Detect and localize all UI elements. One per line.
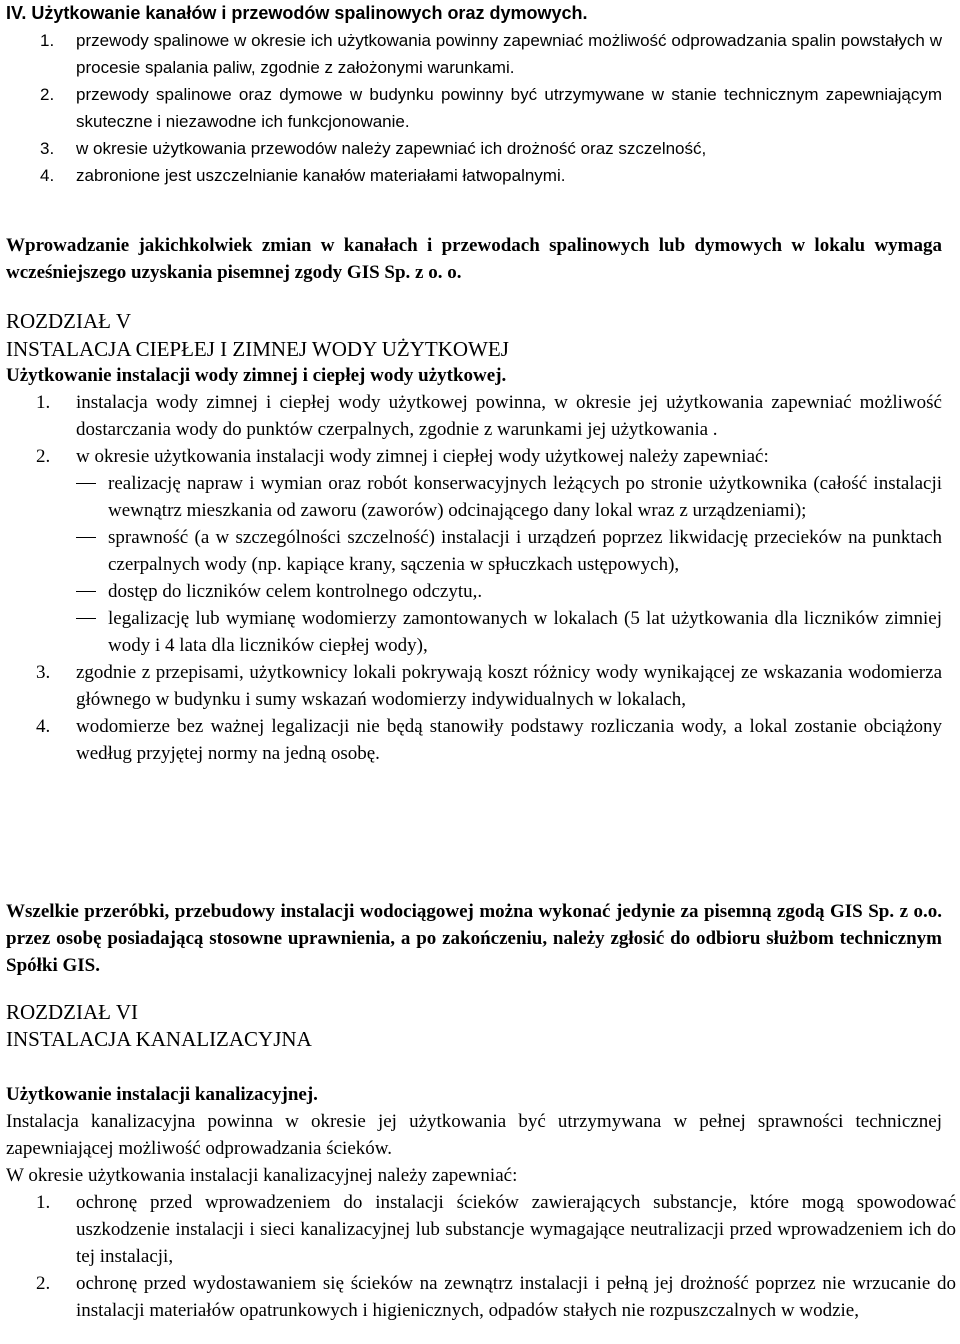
dash-list-text: legalizację lub wymianę wodomierzy zamontowanych w lokalach (5 lat użytkowania dla liczników zimniej wody i 4 lata dla liczników ciepłej wody),: [108, 608, 942, 656]
list-item-text: w okresie użytkowania instalacji wody zimnej i ciepłej wody użytkowej należy zapewniać:: [76, 446, 769, 467]
list-item-text: ochronę przed wydostawaniem się ścieków na zewnątrz instalacji i pełną jej drożność poprzez nie wrzucanie do instalacji materiałów opatrunkowych i higienicznych, odpadów stałych nie rozpuszczalnych w wodzie,: [76, 1273, 956, 1321]
list-item: [36, 1189, 956, 1270]
list-item: [36, 443, 942, 470]
chapter-title: INSTALACJA KANALIZACYJNA: [6, 1027, 312, 1051]
list-item-text: przewody spalinowe oraz dymowe w budynku powinny być utrzymywane w stanie technicznym zapewniającym skuteczne i niezawodne ich funkcjonowanie.: [76, 85, 942, 131]
list-item: [40, 81, 942, 135]
list-item-number: 3.: [40, 139, 55, 158]
list-item-number: 3.: [36, 662, 51, 683]
list-item-number: 4.: [40, 166, 55, 185]
chapter6-list: [36, 1189, 956, 1324]
dash-list-item: [76, 578, 942, 605]
dash-bullet-icon: [76, 618, 96, 619]
list-item-text: zabronione jest uszczelnianie kanałów materiałami łatwopalnymi.: [76, 166, 566, 185]
chapter6-paragraph: W okresie użytkowania instalacji kanalizacyjnej należy zapewniać:: [6, 1165, 518, 1186]
dash-list-item: [76, 470, 942, 524]
list-item: [36, 713, 942, 767]
dash-list-item: [76, 524, 942, 578]
chapter5-note: Wszelkie przeróbki, przebudowy instalacji wodociągowej można wykonać jedynie za pisemną zgodą GIS Sp. z o.o. przez osobę posiadającą stosowne uprawnienia, a po zakończeniu, należy zgłosić do odbioru służbom technicznym Spółki GIS.: [6, 901, 942, 976]
section4-note: Wprowadzanie jakichkolwiek zmian w kanałach i przewodach spalinowych lub dymowych w lokalu wymaga wcześniejszego uzyskania pisemnej zgody GIS Sp. z o. o.: [6, 235, 942, 283]
chapter-label: ROZDZIAŁ VI: [6, 1000, 139, 1024]
list-item-number: 2.: [36, 446, 51, 467]
list-item-text: wodomierze bez ważnej legalizacji nie będą stanowiły podstawy rozliczania wody, a lokal zostanie obciążony według przyjętej normy na jedną osobę.: [76, 716, 942, 764]
chapter6-paragraph: Instalacja kanalizacyjna powinna w okresie jej użytkowania być utrzymywana w pełnej sprawności technicznej zapewniającej możliwość odprowadzania ścieków.: [6, 1111, 942, 1159]
chapter-subtitle: Użytkowanie instalacji wody zimnej i ciepłej wody użytkowej.: [6, 365, 507, 386]
chapter5-list: [36, 389, 942, 767]
list-item-number: 4.: [36, 716, 51, 737]
list-item: [36, 659, 942, 713]
section-title: IV. Użytkowanie kanałów i przewodów spalinowych oraz dymowych.: [6, 3, 588, 23]
list-item-number: 1.: [36, 392, 51, 413]
dash-list: [76, 470, 942, 659]
list-item: [40, 27, 942, 81]
dash-bullet-icon: [76, 591, 96, 592]
dash-list-text: realizację napraw i wymian oraz robót konserwacyjnych leżących po stronie użytkownika (całość instalacji wewnątrz mieszkania od zaworu (zaworów) odcinającego dany lokal wraz z urządzeniami);: [108, 473, 942, 521]
list-item-number: 2.: [40, 85, 55, 104]
dash-list-text: dostęp do liczników celem kontrolnego odczytu,.: [108, 581, 483, 602]
dash-bullet-icon: [76, 537, 96, 538]
list-item-text: przewody spalinowe w okresie ich użytkowania powinny zapewniać możliwość odprowadzania spalin powstałych w procesie spalania paliw, zgodnie z założonymi warunkami.: [76, 31, 942, 77]
list-item: [36, 389, 942, 443]
chapter-label: ROZDZIAŁ V: [6, 309, 132, 333]
list-item: [40, 162, 942, 189]
list-item-number: 1.: [40, 31, 55, 50]
list-item-text: instalacja wody zimnej i ciepłej wody użytkowej powinna, w okresie jej użytkowania zapewniać możliwość dostarczania wody do punktów czerpalnych, zgodnie z warunkami jej użytkowania .: [76, 392, 942, 440]
list-item-number: 1.: [36, 1192, 51, 1213]
chapter-title: INSTALACJA CIEPŁEJ I ZIMNEJ WODY UŻYTKOWEJ: [6, 337, 509, 361]
list-item: [36, 1270, 956, 1324]
dash-bullet-icon: [76, 483, 96, 484]
dash-list-text: sprawność (a w szczególności szczelność) instalacji i urządzeń poprzez likwidację przecieków na punktach czerpalnych wody (np. kapiące krany, sączenia w spłuczkach ustępowych),: [108, 527, 942, 575]
list-item: [40, 135, 942, 162]
list-item-number: 2.: [36, 1273, 51, 1294]
list-item-text: zgodnie z przepisami, użytkownicy lokali pokrywają koszt różnicy wody wynikającej ze wskazania wodomierza głównego w budynku i sumy wskazań wodomierzy indywidualnych w lokalach,: [76, 662, 942, 710]
dash-list-item: [76, 605, 942, 659]
list-item-text: w okresie użytkowania przewodów należy zapewniać ich drożność oraz szczelność,: [76, 139, 707, 158]
chapter-subtitle: Użytkowanie instalacji kanalizacyjnej.: [6, 1084, 318, 1105]
list-item-text: ochronę przed wprowadzeniem do instalacji ścieków zawierających substancje, które mogą spowodować uszkodzenie instalacji i sieci kanalizacyjnej lub substancje wymagające neutralizacji przed wprowadzeniem ich do tej instalacji,: [76, 1192, 956, 1267]
section4-list: [40, 27, 942, 189]
